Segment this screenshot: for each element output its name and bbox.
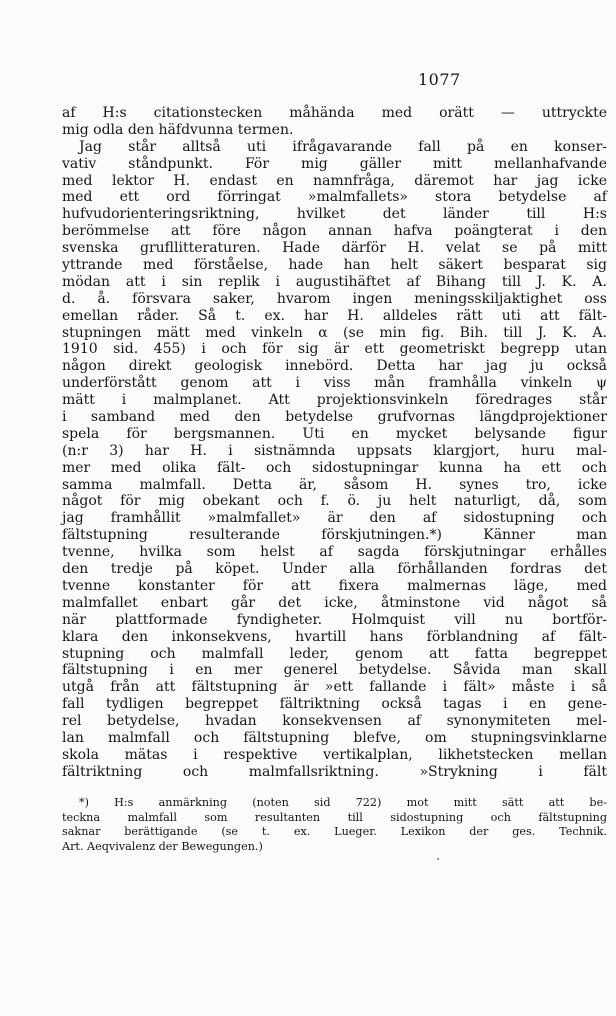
text-line: 1910 sid. 455) i och för sig är ett geometriskt begrepp utan (62, 341, 607, 358)
footnote-line: teckna malmfall som resultanten till sidostupning och fältstupning (62, 810, 607, 824)
text-line: fältriktning och malmfallsriktning. »Strykning i fält (62, 763, 607, 780)
text-line: samma malmfall. Detta är, såsom H. synes tro, icke (62, 476, 607, 493)
page-number: 1077 (418, 70, 461, 89)
text-line: mig odla den häfdvunna termen. (62, 121, 294, 138)
text-line: klara den inkonsekvens, hvartill hans förblandning af fält- (62, 628, 607, 645)
body-text (62, 105, 610, 781)
text-line: Jag står alltså uti ifrågavarande fall på en konser- (79, 138, 607, 155)
footnote-line: *) H:s anmärkning (noten sid 722) mot mitt sätt att be- (79, 796, 607, 809)
text-line: skola mätas i respektive vertikalplan, likhetstecken mellan (62, 746, 607, 763)
text-line: den tredje på köpet. Under alla förhållanden fordras det (62, 561, 607, 578)
paper-speck (437, 858, 439, 860)
text-line: rel betydelse, hvadan konsekvensen af synonymiteten mel- (62, 713, 607, 730)
footnote (62, 796, 610, 854)
text-line: hufvudorienteringsriktning, hvilket det länder till H:s (62, 206, 607, 223)
footnote-line: Art. Aeqvivalenz der Bewegungen.) (62, 839, 263, 853)
text-line: fältstupning resulterande förskjutningen.*) Känner man (62, 527, 607, 544)
text-line: tvenne, hvilka som helst af sagda förskjutningar erhålles (62, 544, 607, 561)
text-line: spela för bergsmannen. Uti en mycket belysande figur (62, 425, 607, 442)
footnote-line: saknar berättigande (se t. ex. Lueger. Lexikon der ges. Technik. (62, 825, 607, 839)
text-line: underförstått genom att i viss mån framhålla vinkeln ψ (62, 375, 607, 392)
text-line: yttrande med förståelse, hade han helt säkert besparat sig (62, 257, 607, 274)
text-line: jag framhållit »malmfallet» är den af sidostupning och (62, 510, 607, 527)
text-line: fall tydligen begreppet fältriktning också tagas i en gene- (62, 696, 607, 713)
text-line: tvenne konstanter för att fixera malmernas läge, med (62, 577, 607, 594)
text-line: af H:s citationstecken måhända med orätt — uttryckte (62, 105, 607, 121)
text-line: lan malmfall och fältstupning blefve, om stupningsvinklarne (62, 729, 607, 746)
text-line: stupning och malmfall leder, genom att fatta begreppet (62, 645, 607, 662)
text-line: malmfallet enbart går det icke, åtminstone vid något så (62, 594, 607, 611)
text-line: emellan råder. Så t. ex. har H. alldeles rätt uti att fält- (62, 307, 607, 324)
text-line: berömmelse att före någon annan hafva poängterat i den (62, 223, 607, 240)
text-line: mer med olika fält- och sidostupningar kunna ha ett och (62, 459, 607, 476)
text-line: i samband med den betydelse grufvornas längdprojektioner (62, 409, 607, 426)
text-line: svenska grufllitteraturen. Hade därför H. velat se på mitt (62, 240, 607, 257)
text-line: (n:r 3) har H. i sistnämnda uppsats klargjort, huru mal- (62, 442, 607, 459)
text-line: utgå från att fältstupning är »ett fallande i fält» måste i så (62, 679, 607, 696)
text-line: mödan att i sin replik i augustihäftet af Bihang till J. K. A. (62, 273, 607, 290)
text-line: vativ ståndpunkt. För mig gäller mitt mellanhafvande (62, 155, 607, 172)
text-line: något för mig obekant och f. ö. ju helt naturligt, då, som (62, 493, 607, 510)
text-line: d. å. försvara saker, hvarom ingen meningsskiljaktighet oss (62, 290, 607, 307)
text-line: när plattformade fyndigheter. Holmquist vill nu bortför- (62, 611, 607, 628)
text-line: med lektor H. endast en namnfråga, däremot har jag icke (62, 172, 607, 189)
text-line: mätt i malmplanet. Att projektionsvinkeln föredrages står (62, 392, 607, 409)
text-line: fältstupning i en mer generel betydelse. Såvida man skall (62, 662, 607, 679)
text-line: stupningen mätt med vinkeln α (se min fig. Bih. till J. K. A. (62, 324, 607, 341)
text-line: med ett ord förringat »malmfallets» stora betydelse af (62, 189, 607, 206)
text-line: någon direkt geologisk innebörd. Detta har jag ju också (62, 358, 607, 375)
